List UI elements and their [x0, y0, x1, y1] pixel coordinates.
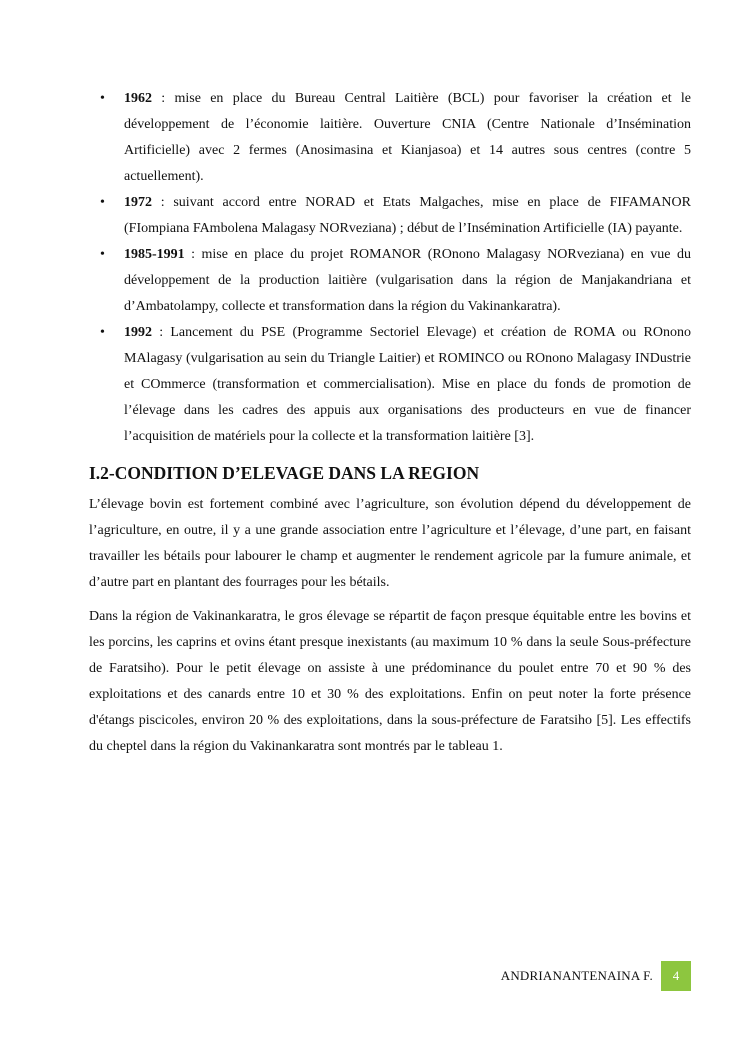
- bullet-item-1992: [89, 320, 691, 450]
- bullet-dot-icon: •: [100, 325, 105, 340]
- bullet-year: 1972: [124, 195, 152, 210]
- bullet-year: 1962: [124, 91, 152, 106]
- bullet-year: 1992: [124, 325, 152, 340]
- footer-author: ANDRIANANTENAINA F.: [500, 968, 653, 983]
- document-page: [89, 86, 691, 768]
- bullet-dot-icon: •: [100, 247, 105, 262]
- section-heading: I.2-CONDITION D’ELEVAGE DANS LA REGION: [89, 463, 480, 483]
- bullet-text: : Lancement du PSE (Programme Sectoriel Elevage) et création de ROMA ou ROnono MAlagasy (vulgarisation au sein du Triangle Laitier) et ROMINCO ou ROnono Malagasy INDustrie et COmmerce (transformation et commercialisation). Mise en place du fonds de promotion de l’élevage dans les cadres des appuis aux organisations des producteurs en vue de financer l’acquisition de matériels pour la collecte et la transformation laitière [3].: [124, 325, 691, 444]
- bullet-dot-icon: •: [100, 195, 105, 210]
- bullet-text: : mise en place du Bureau Central Laitière (BCL) pour favoriser la création et le développement de l’économie laitière. Ouverture CNIA (Centre Nationale d’Insémination Artificielle) avec 2 fermes (Anosimasina et Kianjasoa) et 14 autres sous centres (contre 5 actuellement).: [124, 91, 691, 184]
- bullet-text: : mise en place du projet ROMANOR (ROnono Malagasy NORveziana) en vue du développement de la production laitière (vulgarisation dans la région de Manjakandriana et d’Ambatolampy, collecte et transformation dans la région du Vakinankaratra).: [124, 247, 691, 314]
- bullet-text: : suivant accord entre NORAD et Etats Malgaches, mise en place de FIFAMANOR (FIompiana FAmbolena Malagasy NORveziana) ; début de l’Insémination Artificielle (IA) payante.: [124, 195, 691, 236]
- paragraph-agriculture: L’élevage bovin est fortement combiné avec l’agriculture, son évolution dépend du développement de l’agriculture, en outre, il y a une grande association entre l’agriculture et l’élevage, d’une part, en faisant travailler les bétails pour labourer le champ et augmenter le rendement agricole par la fumure animale, et d’autre part en plantant des fourrages pour les bétails.: [89, 497, 691, 590]
- bullet-year: 1985-1991: [124, 247, 185, 262]
- page-footer: [501, 961, 691, 991]
- history-bullet-list: [89, 86, 691, 450]
- bullet-item-1985-1991: [89, 242, 691, 320]
- paragraph-vakinankaratra: Dans la région de Vakinankaratra, le gros élevage se répartit de façon presque équitable entre les bovins et les porcins, les caprins et ovins étant presque inexistants (au maximum 10 % dans la seule Sous-préfecture de Faratsiho). Pour le petit élevage on assiste à une prédominance du poulet entre 70 et 90 % des exploitations et des canards entre 10 et 30 % des exploitations. Enfin on peut noter la forte présence d'étangs piscicoles, environ 20 % des exploitations, dans la sous-préfecture de Faratsiho [5]. Les effectifs du cheptel dans la région du Vakinankaratra sont montrés par le tableau 1.: [89, 609, 691, 754]
- bullet-dot-icon: •: [100, 91, 105, 106]
- page-number-badge: 4: [661, 961, 691, 991]
- bullet-item-1972: [89, 190, 691, 242]
- bullet-item-1962: [89, 86, 691, 190]
